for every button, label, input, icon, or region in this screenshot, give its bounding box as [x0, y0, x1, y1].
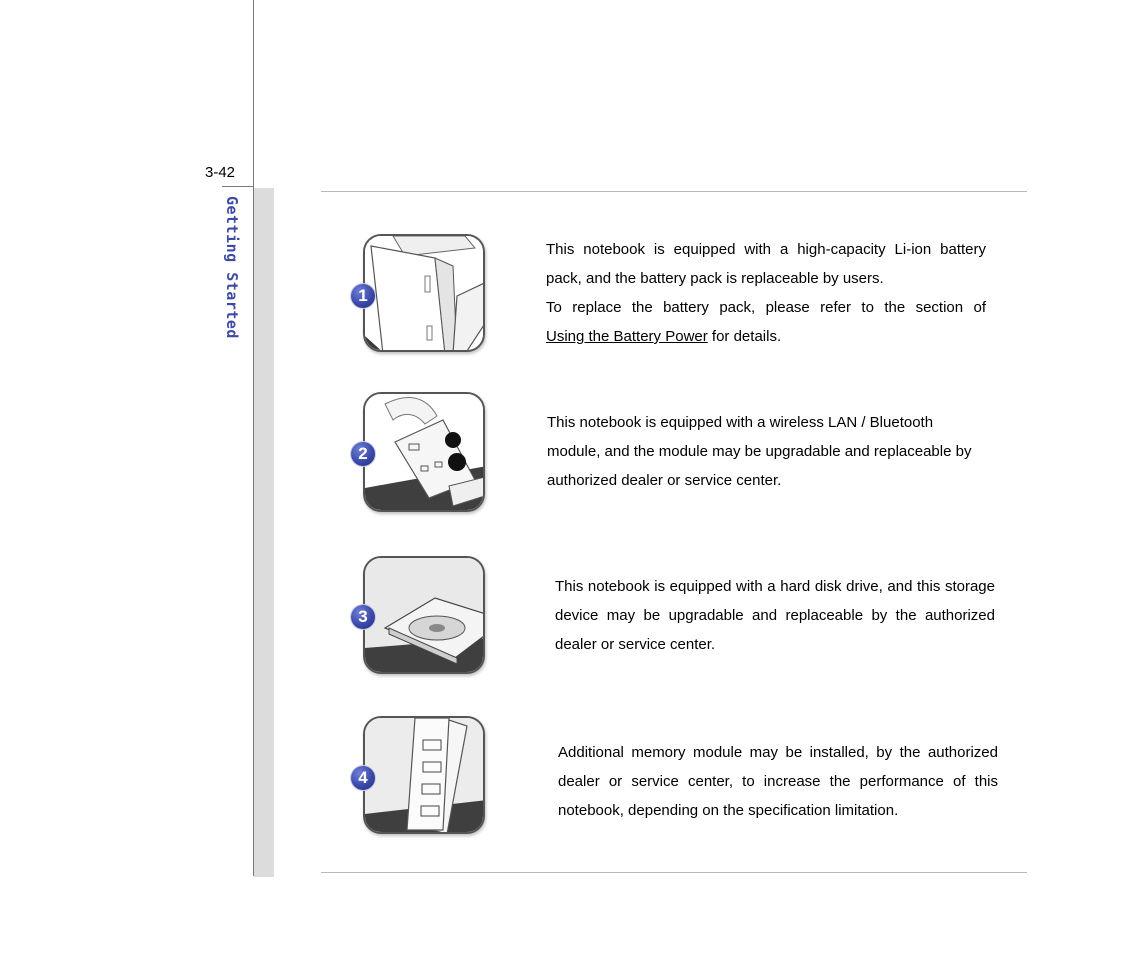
illustration-frame — [363, 392, 485, 512]
illustration-frame — [363, 556, 485, 674]
top-rule — [321, 191, 1027, 192]
wireless-module-icon — [365, 394, 485, 512]
hard-disk-icon — [365, 558, 485, 674]
battery-paragraph-2: To replace the battery pack, please refer to the section of — [546, 299, 986, 316]
step-badge-3: 3 — [351, 605, 375, 629]
battery-paragraph-3 — [546, 322, 986, 351]
page-number-rule — [222, 186, 254, 187]
page-number: 3-42 — [205, 164, 236, 181]
illustration-frame — [363, 716, 485, 834]
section-title: Getting Started — [223, 196, 241, 339]
hdd-illustration — [351, 548, 493, 674]
battery-illustration — [351, 226, 493, 352]
memory-description: Additional memory module may be installed, by the authorized dealer or service center, to increase the performance of this notebook, depending on the specification limitation. — [558, 744, 998, 819]
wireless-description: This notebook is equipped with a wireless LAN / Bluetooth module, and the module may be upgradable and replaceable by authorized dealer or service center. — [547, 414, 972, 489]
side-tab-bar — [254, 188, 274, 877]
bottom-rule — [321, 872, 1027, 873]
hdd-description: This notebook is equipped with a hard disk drive, and this storage device may be upgradable and replaceable by the authorized dealer or service center. — [555, 578, 995, 653]
step-badge-1: 1 — [351, 284, 375, 308]
step-badge-4: 4 — [351, 766, 375, 790]
battery-power-link[interactable]: Using the Battery Power — [546, 328, 708, 345]
battery-link-suffix: for details. — [707, 328, 782, 345]
memory-module-icon — [365, 718, 485, 834]
battery-paragraph-1: This notebook is equipped with a high-capacity Li-ion battery pack, and the battery pack is replaceable by users. — [546, 241, 986, 287]
wireless-illustration — [351, 384, 493, 510]
step-badge-2: 2 — [351, 442, 375, 466]
illustration-frame — [363, 234, 485, 352]
memory-illustration — [351, 708, 493, 834]
battery-pack-icon — [365, 236, 485, 352]
battery-description — [546, 235, 986, 351]
